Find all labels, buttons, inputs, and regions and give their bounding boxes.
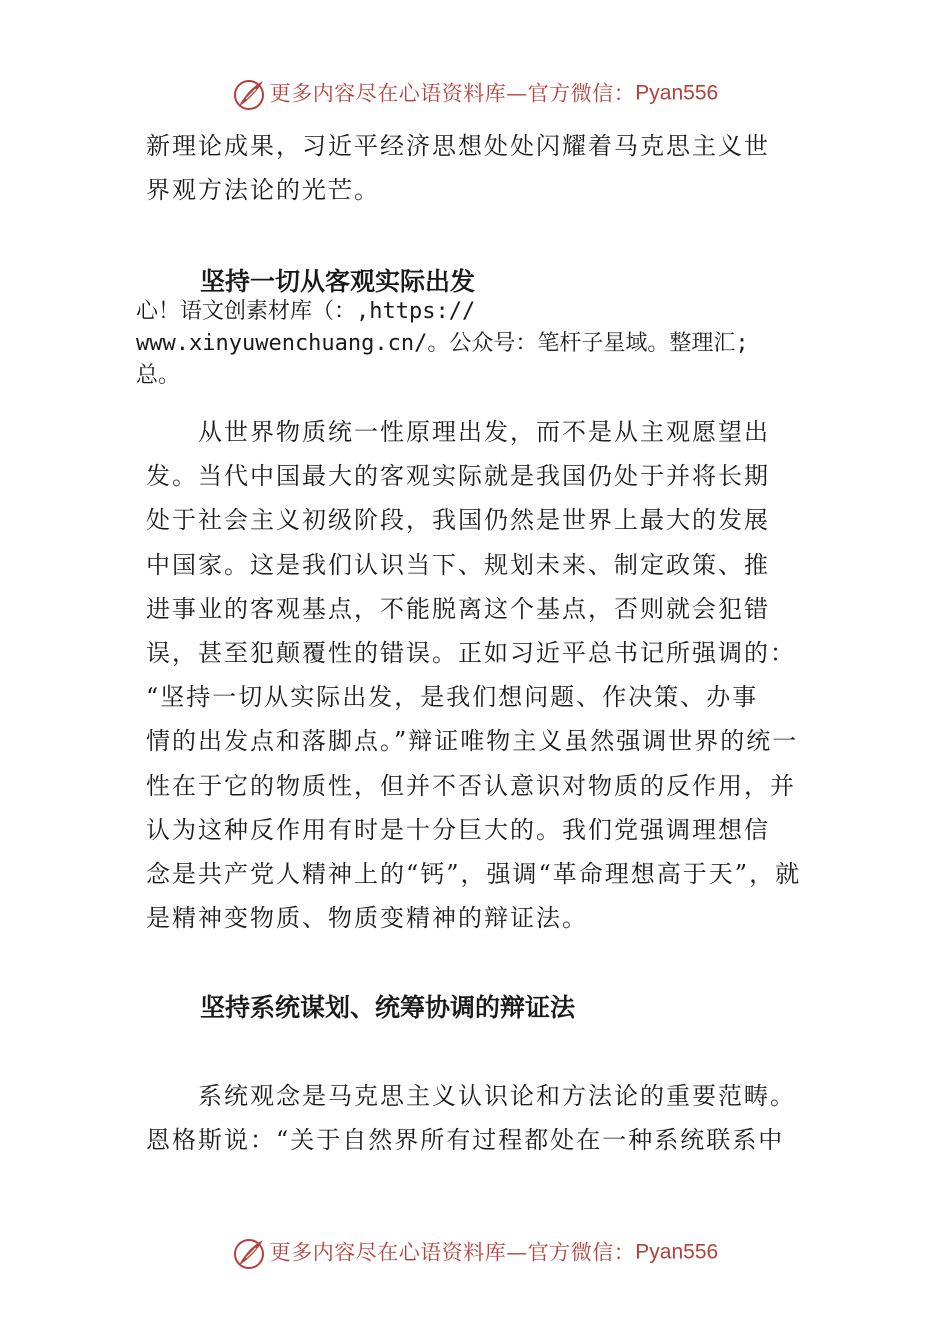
paragraph-line: 认为这种反作用有时是十分巨大的。我们党强调理想信 [146,815,770,844]
paragraph-line: 中国家。这是我们认识当下、规划未来、制定政策、推 [146,550,770,579]
paragraph-intro [146,124,836,212]
section-heading-systematic-planning: 坚持系统谋划、统筹协调的辩证法 [200,993,576,1022]
paragraph-system-concept [146,1074,836,1162]
paragraph-line: 处于社会主义初级阶段，我国仍然是世界上最大的发展 [146,506,770,535]
paragraph-material-unity [146,410,836,940]
watermark-banner-top [0,72,950,112]
paragraph-line: 进事业的客观基点，不能脱离这个基点，否则就会犯错 [146,594,770,623]
feather-pen-logo-icon [232,1236,266,1270]
watermark-banner-bottom [0,1231,950,1271]
note-line: 总。 [136,363,181,388]
paragraph-line: 系统观念是马克思主义认识论和方法论的重要范畴。 [146,1082,796,1110]
paragraph-line: 新理论成果，习近平经济思想处处闪耀着马克思主义世 [146,132,770,160]
paragraph-line: 性在于它的物质性，但并不否认意识对物质的反作用，并 [146,771,796,800]
banner-text: 更多内容尽在心语资料库—官方微信： [269,81,636,106]
paragraph-line: 情的出发点和落脚点。”辩证唯物主义虽然强调世界的统一 [146,727,799,756]
paragraph-line: 念是共产党人精神上的“钙”，强调“革命理想高于天”，就 [146,860,802,889]
paragraph-line: 是精神变物质、物质变精神的辩证法。 [146,904,588,933]
feather-pen-logo-icon [232,77,266,111]
source-note [136,296,836,392]
banner-wechat-id: Pyan556 [635,1240,719,1264]
paragraph-line: “坚持一切从实际出发，是我们想问题、作决策、办事 [146,683,759,712]
paragraph-line: 从世界物质统一性原理出发，而不是从主观愿望出 [146,418,770,446]
paragraph-line: 误，甚至犯颠覆性的错误。正如习近平总书记所强调的： [146,639,796,668]
paragraph-line: 发。当代中国最大的客观实际就是我国仍处于并将长期 [146,462,770,491]
banner-text: 更多内容尽在心语资料库—官方微信： [269,1240,636,1265]
section-heading-objective-reality: 坚持一切从客观实际出发 [200,267,476,296]
note-line: 心！语文创素材库（：,https:// [136,299,476,324]
paragraph-line: 界观方法论的光芒。 [146,176,380,205]
paragraph-line: 恩格斯说：“关于自然界所有过程都处在一种系统联系中 [146,1126,785,1155]
note-line: www.xinyuwenchuang.cn/。公众号：笔杆子星域。整理汇; [136,331,749,356]
banner-wechat-id: Pyan556 [635,81,719,105]
